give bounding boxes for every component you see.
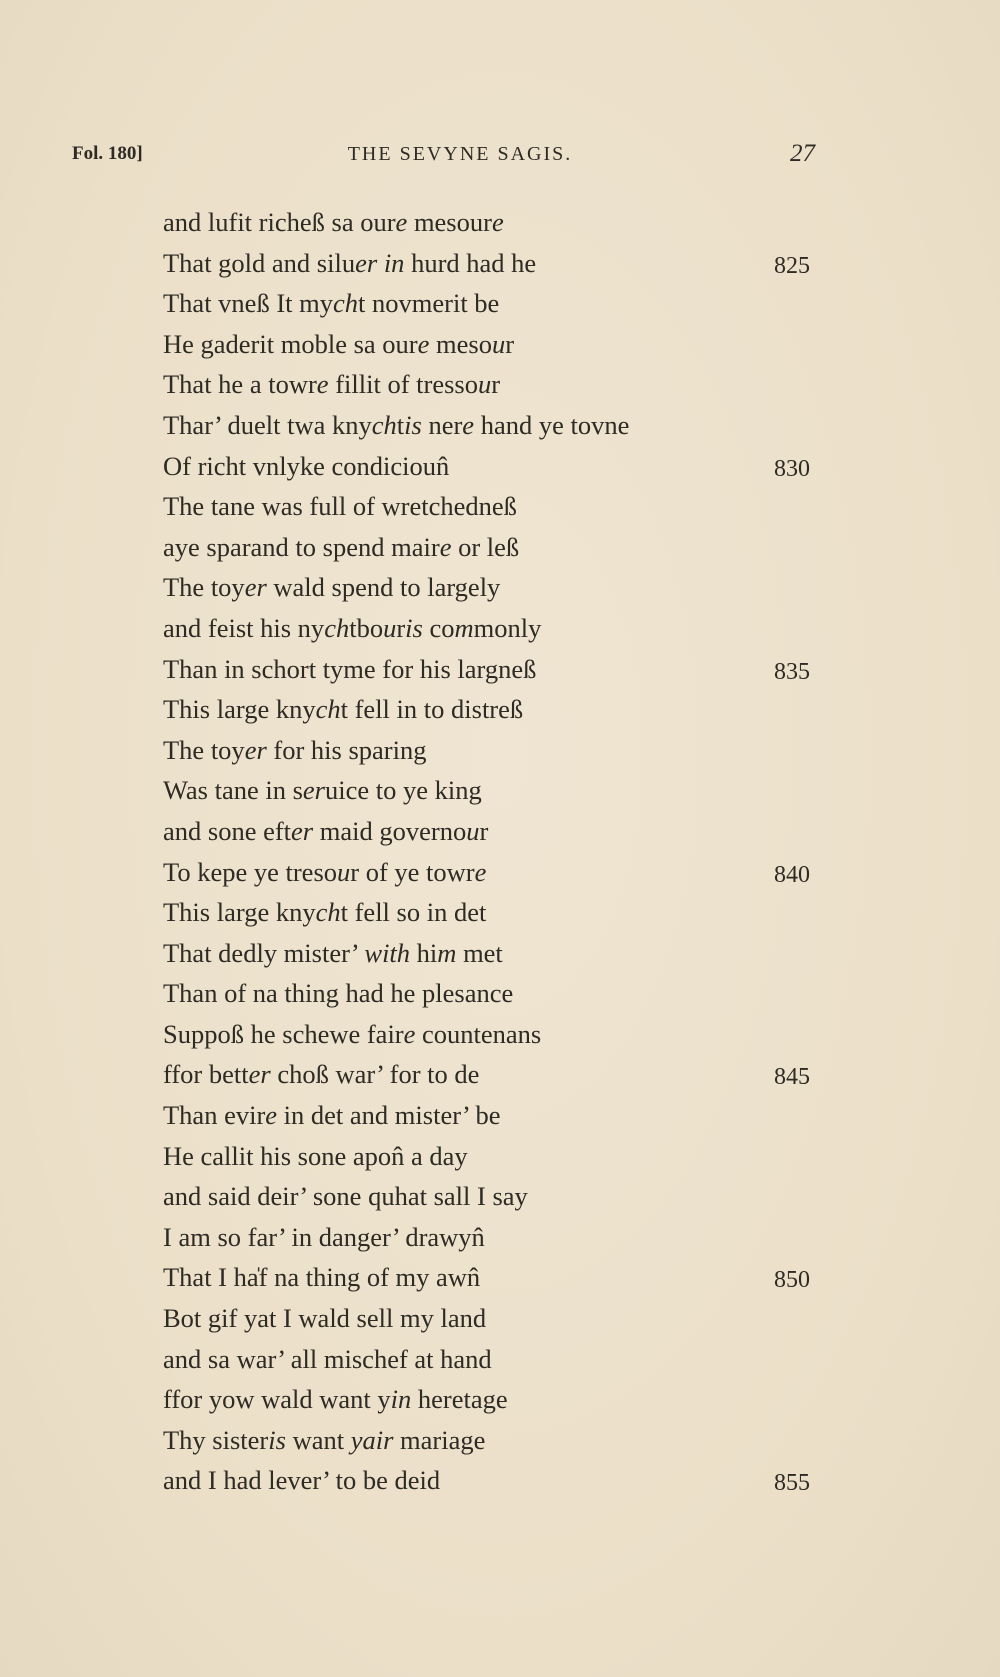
verse-text: Bot gif yat I wald sell my land <box>163 1303 487 1334</box>
expanded-abbreviation: e <box>462 409 475 440</box>
verse-text: countenans <box>415 1018 542 1049</box>
verse-text: maid governo <box>313 815 467 846</box>
verse-line <box>163 364 823 405</box>
verse-line <box>163 811 823 852</box>
verse-text: meso <box>429 328 492 359</box>
verse-line <box>163 1136 823 1177</box>
expanded-abbreviation: ch <box>333 288 359 319</box>
verse-text: aye sparand to spend mair <box>163 531 440 562</box>
verse-text: and lufit richeß sa our <box>163 207 396 237</box>
expanded-abbreviation: er <box>291 815 314 846</box>
expanded-abbreviation: m <box>454 612 474 643</box>
verse-text: t novmerit be <box>358 288 500 319</box>
expanded-abbreviation: ch <box>315 897 341 928</box>
verse-line <box>163 608 823 649</box>
verse-line <box>163 243 823 284</box>
verse-text: and sa war’ all mischef at hand <box>163 1343 492 1374</box>
verse-text: mesour <box>407 207 492 237</box>
verse-text: The toy <box>163 734 245 765</box>
expanded-abbreviation: ch <box>315 694 341 725</box>
verse-text: r <box>505 328 515 359</box>
verse-line <box>163 446 823 487</box>
verse-text: tbo <box>349 612 384 643</box>
expanded-abbreviation: is <box>405 612 423 643</box>
expanded-abbreviation: e <box>316 369 329 400</box>
verse-text: r of ye towr <box>350 856 475 887</box>
verse-text: He callit his sone apon̂ a day <box>163 1140 468 1171</box>
expanded-abbreviation: e <box>265 1100 278 1131</box>
verse-text: To kepe ye treso <box>163 856 338 887</box>
verse-text: fillit of tresso <box>328 369 478 400</box>
verse-text: mariage <box>393 1424 486 1455</box>
verse-text: I am so far’ in danger’ drawyn̂ <box>163 1221 485 1252</box>
verse-line <box>163 649 823 690</box>
expanded-abbreviation: u <box>337 856 351 887</box>
verse-line <box>163 933 823 974</box>
expanded-abbreviation: er <box>355 247 378 278</box>
verse-text: wald spend to largely <box>266 572 501 603</box>
verse-line <box>163 892 823 933</box>
verse-line <box>163 567 823 608</box>
expanded-abbreviation: u <box>491 328 506 359</box>
verse-line <box>163 1217 823 1258</box>
poem-text <box>163 202 823 1501</box>
verse-text: heretage <box>411 1384 508 1415</box>
verse-text: He gaderit moble sa our <box>163 328 418 359</box>
verse-text: and feist his ny <box>163 612 325 643</box>
verse-text: Suppoß he schewe fair <box>163 1018 404 1049</box>
verse-text: ner <box>421 409 463 440</box>
page-number: 27 <box>790 140 815 167</box>
verse-line <box>163 1298 823 1339</box>
expanded-abbreviation: ch <box>371 409 397 440</box>
verse-text: ffor yow wald want y <box>163 1384 391 1415</box>
expanded-abbreviation: is <box>268 1424 286 1455</box>
verse-line <box>163 1257 823 1298</box>
verse-text: This large kny <box>163 897 316 928</box>
verse-line <box>163 730 823 771</box>
verse-line <box>163 1460 823 1501</box>
verse-text: r <box>479 815 489 846</box>
verse-text: hand ye tovne <box>474 409 630 440</box>
verse-text: The tane was full of wretchedneß <box>163 491 517 522</box>
expanded-abbreviation: er <box>302 775 325 806</box>
verse-line <box>163 1054 823 1095</box>
expanded-abbreviation: is <box>404 409 422 440</box>
verse-line <box>163 1014 823 1055</box>
line-number: 830 <box>774 455 810 482</box>
verse-line <box>163 1339 823 1380</box>
expanded-abbreviation: u <box>466 815 480 846</box>
verse-text: hurd had he <box>404 247 537 278</box>
verse-line <box>163 405 823 446</box>
verse-text: and sone eft <box>163 815 292 846</box>
verse-text: That he a towr <box>163 369 317 400</box>
verse-line <box>163 852 823 893</box>
verse-text: Of richt vnlyke condicioun̂ <box>163 450 450 481</box>
expanded-abbreviation: u <box>477 369 492 400</box>
expanded-abbreviation: er <box>244 734 267 765</box>
line-number: 825 <box>774 252 810 279</box>
verse-line <box>163 527 823 568</box>
verse-text: choß war’ for to de <box>270 1059 480 1090</box>
line-number: 850 <box>774 1267 810 1294</box>
verse-line <box>163 486 823 527</box>
verse-text: This large kny <box>163 694 316 725</box>
verse-line <box>163 1420 823 1461</box>
verse-text: Than of na thing had he plesance <box>163 978 514 1009</box>
verse-text: Than evir <box>163 1100 266 1131</box>
verse-text: Was tane in s <box>163 775 303 806</box>
line-number: 845 <box>774 1064 810 1091</box>
verse-text: uice to ye king <box>324 775 482 806</box>
expanded-abbreviation: with <box>364 937 411 968</box>
verse-line <box>163 283 823 324</box>
verse-text: co <box>422 612 455 643</box>
verse-text: That vneß It my <box>163 288 333 319</box>
verse-text: and I had lever’ to be deid <box>163 1465 441 1496</box>
running-title: THE SEVYNE SAGIS. <box>347 143 573 165</box>
expanded-abbreviation: e <box>474 856 487 887</box>
expanded-abbreviation: e <box>417 328 430 359</box>
verse-line <box>163 1176 823 1217</box>
verse-text: and said deir’ sone quhat sall I say <box>163 1181 528 1212</box>
expanded-abbreviation: er <box>248 1059 271 1090</box>
verse-text: Than in schort tyme for his largneß <box>163 653 537 684</box>
verse-line <box>163 202 823 243</box>
verse-text: r <box>396 612 406 643</box>
verse-line <box>163 1095 823 1136</box>
folio-reference: Fol. 180] <box>72 143 143 164</box>
verse-text: for his sparing <box>266 734 427 765</box>
verse-text: monly <box>473 612 542 643</box>
expanded-abbreviation: ch <box>324 612 350 643</box>
verse-line <box>163 1379 823 1420</box>
verse-line <box>163 770 823 811</box>
verse-text: want <box>285 1424 351 1455</box>
verse-text: t fell in to distreß <box>340 694 524 725</box>
expanded-abbreviation: in <box>383 247 405 278</box>
verse-text: The toy <box>163 572 245 603</box>
verse-line <box>163 973 823 1014</box>
verse-line <box>163 324 823 365</box>
verse-text: or leß <box>451 531 520 562</box>
expanded-abbreviation: e <box>403 1018 416 1049</box>
verse-text: t fell so in det <box>340 897 487 928</box>
expanded-abbreviation: u <box>383 612 397 643</box>
verse-text <box>377 248 384 278</box>
line-number: 835 <box>774 658 810 685</box>
expanded-abbreviation: m <box>437 937 457 968</box>
line-number: 855 <box>774 1470 810 1497</box>
verse-line <box>163 689 823 730</box>
expanded-abbreviation: e <box>439 531 452 562</box>
expanded-abbreviation: e <box>395 207 408 237</box>
expanded-abbreviation: er <box>244 572 267 603</box>
verse-text: in det and mister’ be <box>277 1100 501 1131</box>
verse-text: hi <box>410 937 438 968</box>
verse-text: t <box>396 409 405 440</box>
verse-text: That gold and silu <box>163 247 356 278</box>
expanded-abbreviation: in <box>390 1384 412 1415</box>
verse-text: r <box>491 369 501 400</box>
verse-text: ffor bett <box>163 1059 249 1090</box>
line-number: 840 <box>774 861 810 888</box>
verse-text: That I ha̍f na thing of my awn̂ <box>163 1262 481 1293</box>
expanded-abbreviation: e <box>491 207 504 237</box>
expanded-abbreviation: yair <box>350 1424 394 1455</box>
verse-text: Thy sister <box>163 1424 269 1455</box>
verse-text: Thar’ duelt twa kny <box>163 409 372 440</box>
verse-text: That dedly mister’ <box>163 937 365 968</box>
verse-text: met <box>456 937 503 968</box>
